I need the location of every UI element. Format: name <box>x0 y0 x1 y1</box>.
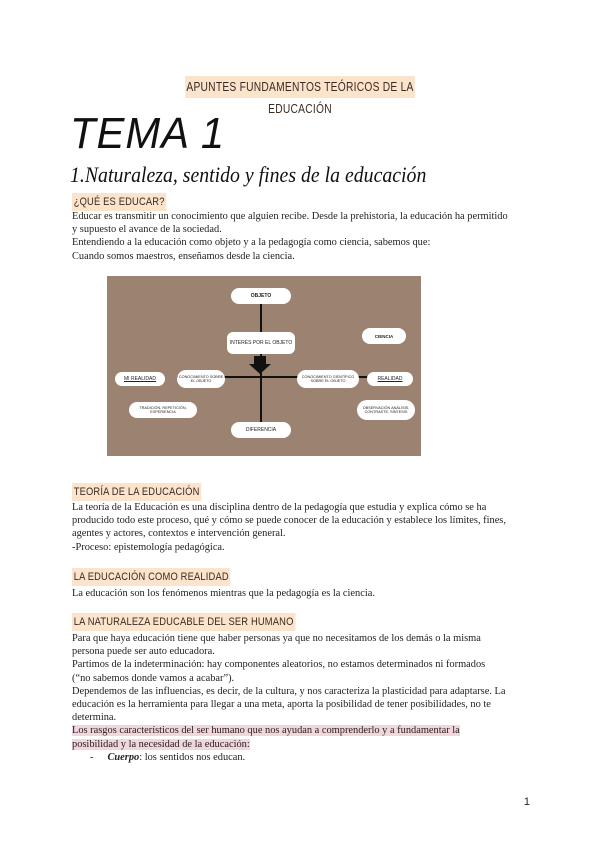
document-header: APUNTES FUNDAMENTOS TEÓRICOS DE LA EDUCACIÓN <box>185 76 415 98</box>
node-observacion: OBSERVACIÓN ANÁLISIS, CONTRASTE, SÍNTESIS <box>357 400 415 420</box>
node-interes: INTERÉS POR EL OBJETO <box>227 332 295 354</box>
node-realidad: REALIDAD <box>367 372 413 386</box>
bullet-cuerpo: - Cuerpo: los sentidos nos educan. <box>90 751 246 763</box>
node-objeto: OBJETO <box>231 288 291 304</box>
node-ciencia: CIENCIA <box>362 328 406 344</box>
section-subtitle: 1.Naturaleza, sentido y fines de la educación <box>70 162 427 187</box>
node-conocimiento-objeto: CONOCIMIENTO SOBRE EL OBJETO <box>177 370 225 388</box>
highlight-line: posibilidad y la necesidad de la educación: <box>72 738 250 750</box>
node-mi-realidad: MI REALIDAD <box>115 372 165 386</box>
heading-que-es-educar: ¿QUÉ ES EDUCAR? <box>72 192 183 211</box>
arrow-down-icon <box>249 364 271 374</box>
tema-title: TEMA 1 <box>70 109 226 158</box>
paragraph-naturaleza: Para que haya educación tiene que haber personas ya que no necesitamos de los demás o la misma persona puede ser auto educadora. Partimos de la indeterminación: hay componentes aleatorios, no estamos determinados ni formados (“no sabemos donde vamos a acabar”). Dependemos de las influencias, es decir, de la cultura, y nos caracteriza la plasticidad para adaptarse. La educación es la herramienta para llegar a una meta, aporta la posibilidad de tener posibilidades, no te determina. Los rasgos característicos del ser humano que nos ayudan a comprenderlo y a fundamentar la posibilidad y la necesidad de la educación: - Cuerpo: los sentidos nos educan. <box>72 632 534 764</box>
arrow-stem <box>254 356 266 364</box>
paragraph-que-es-educar: Educar es transmitir un conocimiento que alguien recibe. Desde la prehistoria, la educación ha permitido y supuesto el avance de la sociedad. Entendiendo a la educación como objeto y a la pedagogía como ciencia, sabemos que: Cuando somos maestros, enseñamos desde la ciencia. <box>72 211 508 262</box>
paragraph-realidad: La educación son los fenómenos mientras que la pedagogía es la ciencia. <box>72 588 375 599</box>
page-number: 1 <box>523 796 530 808</box>
paragraph-teoria: La teoría de la Educación es una disciplina dentro de la pedagogía que estudia y explica cómo se ha producido todo este proceso, qué y cómo se puede conocer de la educación y establece los límites, fines, agentes y actores, contextos e intervención general. -Proceso: epistemología pedagógica. <box>72 502 506 553</box>
heading-naturaleza: LA NATURALEZA EDUCABLE DEL SER HUMANO <box>72 612 335 631</box>
heading-realidad: LA EDUCACIÓN COMO REALIDAD <box>72 567 258 586</box>
node-conocimiento-cientifico: CONOCIMIENTO CIENTÍFICO SOBRE EL OBJETO <box>297 370 359 388</box>
highlight-line: Los rasgos característicos del ser humano que nos ayudan a comprenderlo y a fundamentar la <box>72 725 460 737</box>
node-tradicion: TRADICIÓN, REPETICIÓN, EXPERIENCIA <box>129 402 197 418</box>
node-diferencia: DIFERENCIA <box>231 422 291 438</box>
heading-teoria: TEORÍA DE LA EDUCACIÓN <box>72 482 224 501</box>
education-diagram <box>107 276 421 456</box>
